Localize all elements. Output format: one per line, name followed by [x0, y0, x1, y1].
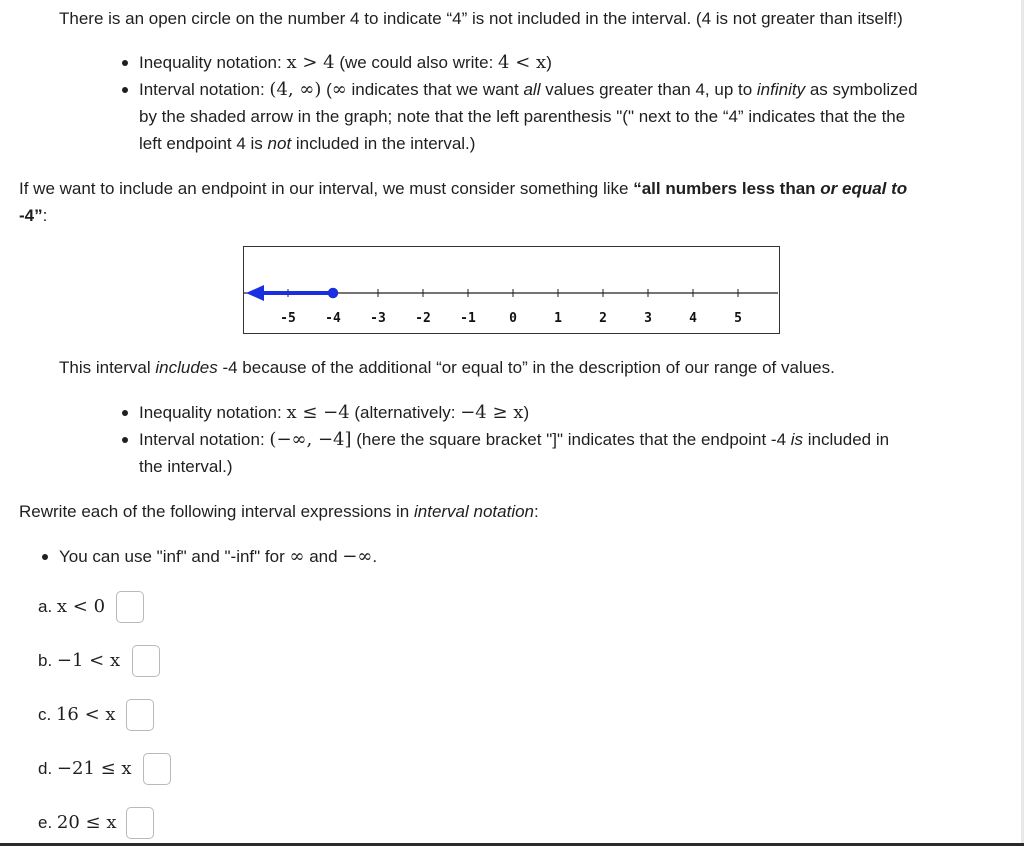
- question-d-label: d. −21 ≤ x: [38, 758, 132, 779]
- exercise-hint: You can use "inf" and "-inf" for ∞ and −∞.: [59, 546, 378, 567]
- number-line-endpoint-dot: [329, 289, 338, 298]
- bullet-interval-notation-2-cont: the interval.): [139, 457, 233, 476]
- number-line-tick-label: -2: [415, 311, 431, 326]
- bullet-interval-notation: Interval notation: (4, ∞) (∞ indicates that we want all values greater than 4, up to infinity as symbolized: [139, 79, 918, 100]
- question-b-label: b. −1 < x: [38, 650, 121, 671]
- endpoint-paragraph: If we want to include an endpoint in our interval, we must consider something like “all numbers less than or equal to: [19, 179, 908, 198]
- question-a-label: a. x < 0: [38, 596, 106, 617]
- number-line-tick-label: -5: [280, 311, 296, 326]
- answer-input-e[interactable]: [126, 807, 154, 839]
- answer-input-d[interactable]: [143, 753, 171, 785]
- question-e-label: e. 20 ≤ x: [38, 812, 117, 833]
- answer-input-a[interactable]: [116, 591, 144, 623]
- number-line-tick-label: -4: [325, 311, 341, 326]
- bullet-interval-notation-cont2: left endpoint 4 is not included in the interval.): [139, 134, 476, 153]
- number-line-tick-label: 0: [509, 311, 517, 326]
- question-c-label: c. 16 < x: [38, 704, 116, 725]
- number-line-tick-label: 1: [554, 311, 562, 326]
- bullet-dot: [122, 410, 128, 416]
- bullet-dot: [122, 87, 128, 93]
- bullet-dot: [122, 437, 128, 443]
- bullet-interval-notation-2: Interval notation: (−∞, −4] (here the square bracket "]" indicates that the endpoint -4 is included in: [139, 429, 890, 450]
- includes-explanation: This interval includes -4 because of the additional “or equal to” in the description of our range of values.: [59, 358, 835, 377]
- number-line-graph: [243, 246, 780, 334]
- endpoint-paragraph-cont: -4”:: [19, 206, 48, 225]
- answer-input-c[interactable]: [126, 699, 154, 731]
- number-line-tick-label: 2: [599, 311, 607, 326]
- number-line-arrowhead: [246, 285, 264, 301]
- open-circle-explanation: There is an open circle on the number 4 to indicate “4” is not included in the interval. (4 is not greater than itself!): [59, 9, 903, 28]
- bullet-dot: [122, 60, 128, 66]
- number-line-svg: [244, 247, 778, 332]
- number-line-tick-label: -3: [370, 311, 386, 326]
- number-line-tick-label: 4: [689, 311, 697, 326]
- number-line-tick-label: -1: [460, 311, 476, 326]
- bullet-interval-notation-cont: by the shaded arrow in the graph; note that the left parenthesis "(" next to the “4” indicates that the the: [139, 107, 906, 126]
- answer-input-b[interactable]: [132, 645, 160, 677]
- bullet-inequality-notation-2: Inequality notation: x ≤ −4 (alternatively: −4 ≥ x): [139, 402, 530, 423]
- number-line-tick-label: 3: [644, 311, 652, 326]
- exercise-instructions: Rewrite each of the following interval expressions in interval notation:: [19, 502, 539, 521]
- number-line-tick-label: 5: [734, 311, 742, 326]
- bullet-dot: [42, 554, 48, 560]
- bullet-inequality-notation: Inequality notation: x > 4 (we could also write: 4 < x): [139, 52, 552, 73]
